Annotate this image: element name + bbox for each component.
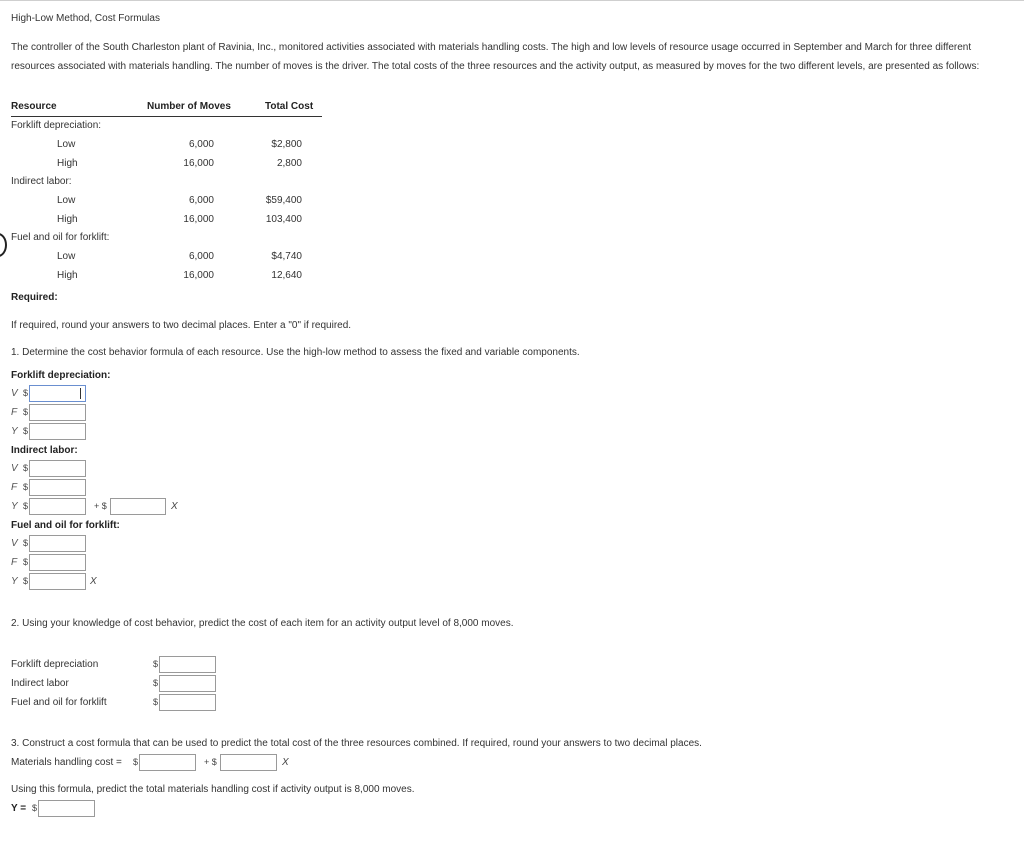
f-label: F (11, 557, 18, 568)
indirect-f-input[interactable] (29, 479, 86, 496)
row-level: High (57, 214, 78, 225)
v-label: V (11, 538, 18, 549)
row-moves: 6,000 (188, 195, 214, 206)
q2-fuel-input[interactable] (159, 694, 216, 711)
x-variable: X (90, 576, 97, 587)
row-cost: 12,640 (271, 270, 302, 281)
q3-prompt: 3. Construct a cost formula that can be used to predict the total cost of the three resources combined. If required, round your answers to two decimal places. (11, 738, 702, 749)
x-variable: X (282, 757, 289, 768)
col-header-moves: Number of Moves (147, 101, 231, 112)
top-rule (0, 0, 1024, 1)
x-variable: X (171, 501, 178, 512)
dollar-sign: $ (153, 697, 159, 707)
dollar-sign: $ (153, 678, 159, 688)
fuel-y-input[interactable] (29, 573, 86, 590)
dollar-sign: $ (23, 407, 29, 417)
indirect-y-fixed-input[interactable] (29, 498, 86, 515)
q3-variable-input[interactable] (220, 754, 277, 771)
left-edge-arc (0, 233, 7, 257)
plus-dollar: + $ (204, 757, 217, 767)
dollar-sign: $ (23, 538, 29, 548)
dollar-sign: $ (23, 557, 29, 567)
col-header-resource: Resource (11, 101, 57, 112)
row-moves: 6,000 (188, 251, 214, 262)
q3-y-label: Y = (11, 803, 27, 814)
y-label: Y (11, 426, 18, 437)
dollar-sign: $ (153, 659, 159, 669)
row-moves: 16,000 (183, 270, 214, 281)
v-label: V (11, 463, 18, 474)
q3-fixed-input[interactable] (139, 754, 196, 771)
q1-prompt: 1. Determine the cost behavior formula of each resource. Use the high-low method to assess the fixed and variable components. (11, 347, 580, 358)
col-header-cost: Total Cost (265, 101, 314, 112)
v-label: V (11, 388, 18, 399)
fuel-v-input[interactable] (29, 535, 86, 552)
row-level: High (57, 158, 78, 169)
row-cost: 2,800 (276, 158, 302, 169)
page-title: High-Low Method, Cost Formulas (11, 13, 160, 24)
y-label: Y (11, 501, 18, 512)
row-moves: 6,000 (188, 139, 214, 150)
q3-total-input[interactable] (38, 800, 95, 817)
group-indirect-labor: Indirect labor: (11, 176, 72, 187)
q3-formula-label: Materials handling cost = (11, 757, 122, 768)
dollar-sign: $ (133, 757, 139, 767)
q2-prompt: 2. Using your knowledge of cost behavior, predict the cost of each item for an activity output level of 8,000 moves. (11, 618, 514, 629)
q2-item-label: Fuel and oil for forklift (11, 697, 107, 708)
row-cost: $2,800 (271, 139, 302, 150)
y-label: Y (11, 576, 18, 587)
row-moves: 16,000 (183, 214, 214, 225)
q1-forklift-label: Forklift depreciation: (11, 370, 111, 381)
row-level: Low (57, 251, 76, 262)
dollar-sign: $ (23, 463, 29, 473)
q1-indirect-label: Indirect labor: (11, 445, 78, 456)
forklift-v-input[interactable] (29, 385, 86, 402)
dollar-sign: $ (23, 482, 29, 492)
row-cost: $59,400 (265, 195, 302, 206)
dollar-sign: $ (23, 501, 29, 511)
row-level: Low (57, 195, 76, 206)
q1-fuel-label: Fuel and oil for forklift: (11, 520, 120, 531)
dollar-sign: $ (23, 388, 29, 398)
forklift-f-input[interactable] (29, 404, 86, 421)
dollar-sign: $ (32, 803, 38, 813)
q2-forklift-input[interactable] (159, 656, 216, 673)
row-cost: 103,400 (265, 214, 302, 225)
q2-item-label: Indirect labor (11, 678, 69, 689)
q2-item-label: Forklift depreciation (11, 659, 99, 670)
q2-indirect-input[interactable] (159, 675, 216, 692)
row-cost: $4,740 (271, 251, 302, 262)
intro-paragraph: The controller of the South Charleston plant of Ravinia, Inc., monitored activities associated with materials handling costs. The high and low levels of resource usage occurred in September and March for three different resources associated with materials handling. The number of moves is the driver. The total costs of the three resources and the activity output, as measured by moves for the two different levels, are presented as follows: (11, 42, 980, 72)
indirect-v-input[interactable] (29, 460, 86, 477)
plus-dollar: + $ (94, 501, 107, 511)
indirect-y-variable-input[interactable] (110, 498, 166, 515)
group-forklift-depreciation: Forklift depreciation: (11, 120, 102, 131)
forklift-y-input[interactable] (29, 423, 86, 440)
q3-predict-prompt: Using this formula, predict the total materials handling cost if activity output is 8,000 moves. (11, 784, 415, 795)
f-label: F (11, 407, 18, 418)
round-note: If required, round your answers to two decimal places. Enter a "0" if required. (11, 320, 352, 331)
dollar-sign: $ (23, 426, 29, 436)
row-moves: 16,000 (183, 158, 214, 169)
required-label: Required: (11, 292, 58, 303)
text-cursor (80, 388, 81, 399)
fuel-f-input[interactable] (29, 554, 86, 571)
group-fuel-oil: Fuel and oil for forklift: (11, 232, 110, 243)
f-label: F (11, 482, 18, 493)
header-rule (11, 116, 322, 117)
dollar-sign: $ (23, 576, 29, 586)
row-level: Low (57, 139, 76, 150)
row-level: High (57, 270, 78, 281)
